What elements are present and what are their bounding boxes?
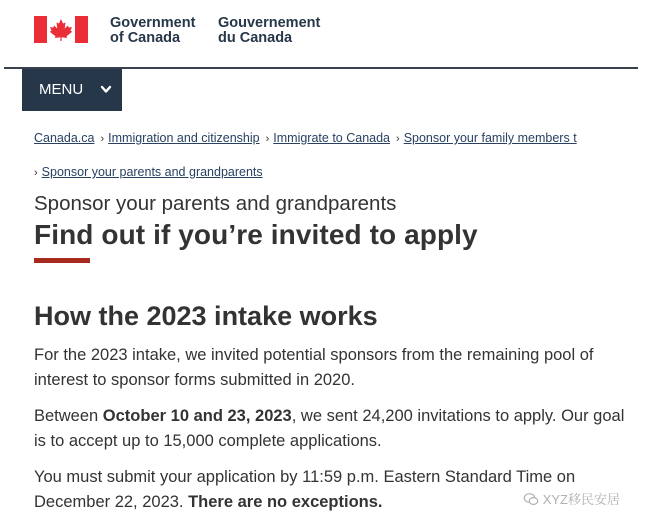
chevron-right-icon: ›: [396, 133, 400, 145]
breadcrumb-canada-ca[interactable]: Canada.ca: [34, 131, 95, 145]
no-exceptions-text: There are no exceptions.: [188, 493, 383, 511]
breadcrumb-immigration-citizenship[interactable]: Immigration and citizenship: [108, 131, 260, 145]
page-title: Find out if you’re invited to apply: [34, 219, 478, 250]
wechat-icon: [523, 491, 539, 507]
government-of-canada-signature[interactable]: [110, 16, 195, 46]
page-kicker: Sponsor your parents and grandparents: [34, 192, 397, 215]
invitations-paragraph: [34, 404, 634, 454]
invitations-text-after: , we sent 24,200 invitations to apply. Our goal is to accept up to 15,000 complete applications.: [34, 407, 625, 450]
chevron-down-icon: [100, 69, 112, 111]
gouvernement-du-canada-signature[interactable]: [218, 16, 320, 46]
chevron-right-icon: ›: [265, 133, 270, 145]
menu-button[interactable]: [22, 69, 122, 111]
signature-en-line1: Government: [110, 15, 196, 31]
invitation-dates: October 10 and 23, 2023: [102, 407, 292, 425]
canada-flag-icon[interactable]: [34, 16, 88, 43]
breadcrumb-sponsor-parents-grandparents[interactable]: Sponsor your parents and grandparents: [41, 165, 263, 179]
breadcrumb: [34, 131, 646, 187]
chevron-right-icon: ›: [34, 167, 38, 179]
site-header: [0, 0, 646, 68]
watermark: [523, 489, 620, 508]
signature-fr-line1: Gouvernement: [218, 15, 321, 31]
deadline-text: You must submit your application by 11:59 p.m. Eastern Standard Time on December 22, 2023.: [34, 468, 576, 511]
watermark-text: XYZ移民安居: [542, 492, 620, 507]
intake-paragraph: For the 2023 intake, we invited potential sponsors from the remaining pool of interest to sponsor forms submitted in 2020.: [34, 346, 594, 389]
title-underline: [34, 258, 90, 263]
breadcrumb-immigrate-to-canada[interactable]: Immigrate to Canada: [273, 131, 391, 145]
section-heading: How the 2023 intake works: [34, 301, 378, 331]
invitations-text-before: Between: [34, 407, 103, 425]
signature-fr-line2: du Canada: [218, 30, 293, 46]
menu-label: MENU: [39, 81, 84, 98]
signature-en-line2: of Canada: [110, 30, 181, 46]
chevron-right-icon: ›: [100, 133, 105, 145]
breadcrumb-sponsor-family-members[interactable]: Sponsor your family members t: [403, 131, 577, 145]
